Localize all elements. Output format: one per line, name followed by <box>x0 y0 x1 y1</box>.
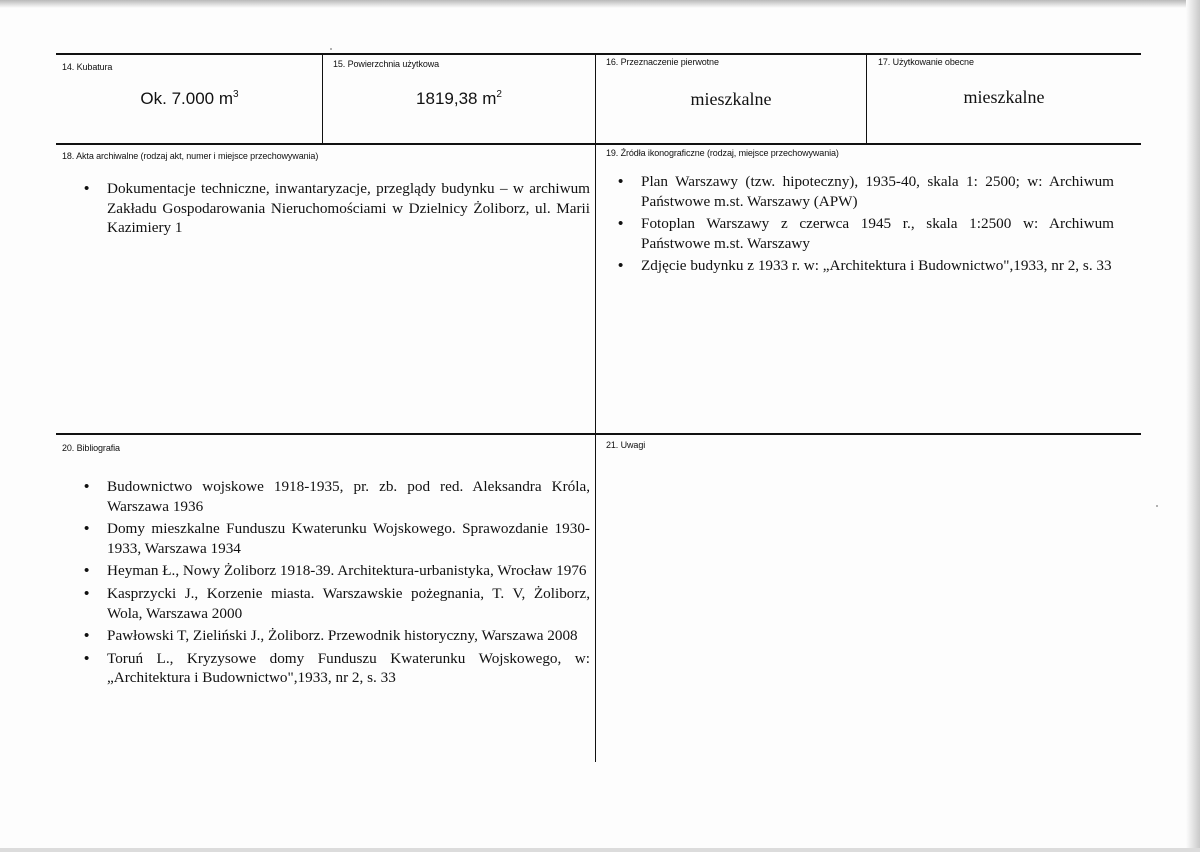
field-value-uzytkowanie: mieszkalne <box>963 87 1045 107</box>
field-label-bibliografia: 20. Bibliografia <box>62 443 120 453</box>
form-rule-top <box>56 53 1141 55</box>
field-label-kubatura: 14. Kubatura <box>62 62 113 72</box>
akta-list <box>80 179 590 241</box>
field-label-uwagi: 21. Uwagi <box>606 440 646 450</box>
scan-speck <box>1156 505 1158 507</box>
field-label-przeznaczenie: 16. Przeznaczenie pierwotne <box>606 57 719 67</box>
list-item: • Toruń L., Kryzysowe domy Funduszu Kwaterunku Wojskowego, w: „Architektura i Budownictwo",1933, nr 2, s. 33 <box>80 649 590 688</box>
field-label-akta: 18. Akta archiwalne (rodzaj akt, numer i miejsce przechowywania) <box>62 151 319 161</box>
scan-edge-top <box>0 0 1200 8</box>
field-label-powierzchnia: 15. Powierzchnia użytkowa <box>333 59 440 69</box>
list-item: • Domy mieszkalne Funduszu Kwaterunku Wojskowego. Sprawozdanie 1930-1933, Warszawa 1934 <box>80 519 590 558</box>
field-label-uzytkowanie: 17. Użytkowanie obecne <box>878 57 974 67</box>
list-item: • Budownictwo wojskowe 1918-1935, pr. zb. pod red. Aleksandra Króla, Warszawa 1936 <box>80 477 590 516</box>
list-item: • Pawłowski T, Zieliński J., Żoliborz. Przewodnik historyczny, Warszawa 2008 <box>80 626 590 646</box>
scan-edge-bottom <box>0 848 1200 852</box>
zrodla-list <box>614 172 1114 279</box>
list-item: • Plan Warszawy (tzw. hipoteczny), 1935-40, skala 1: 2500; w: Archiwum Państwowe m.st. Warszawy (APW) <box>614 172 1114 211</box>
scan-edge-right <box>1186 0 1200 852</box>
field-value-powierzchnia: 1819,38 $m^2$ <box>416 89 502 108</box>
scan-speck <box>330 48 332 50</box>
form-divider-center <box>595 53 596 762</box>
field-value-przeznaczenie: mieszkalne <box>690 89 772 109</box>
form-rule-row3 <box>56 433 1141 435</box>
list-item: • Kasprzycki J., Korzenie miasta. Warszawskie pożegnania, T. V, Żoliborz, Wola, Warszawa 2000 <box>80 584 590 623</box>
bibliografia-list <box>80 477 590 691</box>
form-rule-row2 <box>56 143 1141 145</box>
list-item: • Zdjęcie budynku z 1933 r. w: „Architektura i Budownictwo",1933, nr 2, s. 33 <box>614 256 1114 276</box>
field-label-zrodla: 19. Źródła ikonograficzne (rodzaj, miejsce przechowywania) <box>606 148 839 158</box>
list-item: • Heyman Ł., Nowy Żoliborz 1918-39. Architektura-urbanistyka, Wrocław 1976 <box>80 561 590 581</box>
list-item: • Fotoplan Warszawy z czerwca 1945 r., skala 1:2500 w: Archiwum Państwowe m.st. Warszawy <box>614 214 1114 253</box>
field-value-kubatura: Ok. 7.000 $m^3$ <box>140 89 239 108</box>
list-item: • Dokumentacje techniczne, inwantaryzacje, przeglądy budynku – w archiwum Zakładu Gospodarowania Nieruchomościami w Dzielnicy Żoliborz, ul. Marii Kazimiery 1 <box>80 179 590 238</box>
